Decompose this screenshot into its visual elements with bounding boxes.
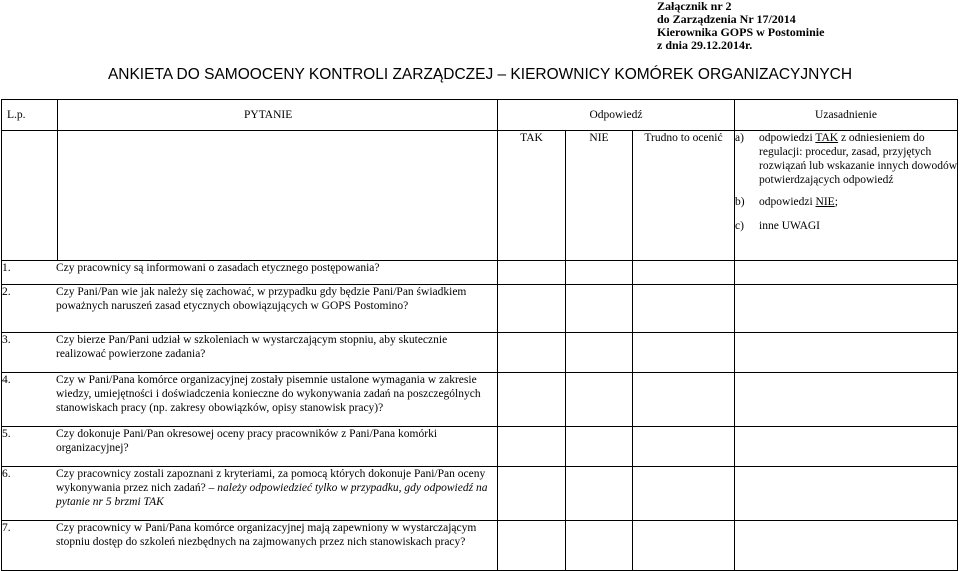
answer-tak-cell[interactable] [498, 261, 566, 285]
question-cell: 5. Czy dokonuje Pani/Pan okresowej oceny pracy pracowników z Pani/Pana komórki organizacyjnej? [2, 427, 498, 467]
justification-item-b: b) odpowiedzi NIE; [735, 196, 838, 208]
answer-trudno-cell[interactable] [633, 467, 735, 521]
header-lp: L.p. [2, 100, 58, 131]
header-answer: Odpowiedź [498, 100, 735, 131]
attachment-line: do Zarządzenia Nr 17/2014 [657, 12, 796, 26]
header-question: PYTANIE [58, 100, 498, 131]
answer-trudno-cell[interactable] [633, 521, 735, 571]
question-cell: 6. Czy pracownicy zostali zapoznani z kryteriami, za pomocą których dokonuje Pani/Pan oceny wykonywania przez nich zadań? – należy odpowiedzieć tylko w przypadku, gdy odpowiedź na pytanie nr 5 brzmi TAK [2, 467, 498, 521]
justification-cell[interactable] [735, 261, 958, 285]
attachment-line: z dnia 29.12.2014r. [657, 38, 753, 52]
question-cell: 4. Czy w Pani/Pana komórce organizacyjnej zostały pisemnie ustalone wymagania w zakresie wiedzy, umiejętności i doświadczenia konieczne do wykonywania zadań na poszczególnych stanowiskach pracy (np. zakresy obowiązków, opisy stanowisk pracy)? [2, 373, 498, 427]
question-cell: 2. Czy Pani/Pan wie jak należy się zachować, w przypadku gdy będzie Pani/Pan świadkiem poważnych naruszeń zasad etycznych obowiązujących w GOPS Postomino? [2, 285, 498, 333]
table-row [2, 373, 958, 427]
question-note: – należy odpowiedzieć tylko w przypadku, gdy odpowiedź na pytanie nr 5 brzmi TAK [56, 482, 488, 508]
table-row [2, 333, 958, 373]
question-cell: 7. Czy pracownicy w Pani/Pana komórce organizacyjnej mają zapewniony w wystarczającym stopniu dostęp do szkoleń niezbędnych na zajmowanych przez nich stanowiskach pracy? [2, 521, 498, 571]
answer-tak-cell[interactable] [498, 333, 566, 373]
table-row [2, 427, 958, 467]
answer-trudno-cell[interactable] [633, 285, 735, 333]
justification-cell[interactable] [735, 521, 958, 571]
justification-item-a: a) odpowiedzi TAK z odniesieniem do regulacji: procedur, zasad, przyjętych rozwiązań lub wskazanie innych dowodów potwierdzających odpowiedź [735, 132, 958, 186]
answer-option-trudno: Trudno to ocenić [633, 131, 735, 261]
answer-nie-cell[interactable] [566, 261, 633, 285]
justification-cell[interactable] [735, 373, 958, 427]
empty-cell [2, 131, 58, 261]
justification-cell[interactable] [735, 285, 958, 333]
table-row [2, 521, 958, 571]
justification-cell[interactable] [735, 467, 958, 521]
attachment-line: Załącznik nr 2 [657, 0, 732, 13]
answer-trudno-cell[interactable] [633, 427, 735, 467]
answer-nie-cell[interactable] [566, 467, 633, 521]
answer-trudno-cell[interactable] [633, 261, 735, 285]
answer-nie-cell[interactable] [566, 285, 633, 333]
answer-nie-cell[interactable] [566, 521, 633, 571]
justification-cell[interactable] [735, 333, 958, 373]
answer-nie-cell[interactable] [566, 333, 633, 373]
answer-tak-cell[interactable] [498, 373, 566, 427]
table-row [2, 467, 958, 521]
empty-cell [58, 131, 498, 261]
justification-cell[interactable] [735, 427, 958, 467]
answer-nie-cell[interactable] [566, 427, 633, 467]
answer-tak-cell[interactable] [498, 285, 566, 333]
answer-option-nie: NIE [566, 131, 633, 261]
question-cell: 3. Czy bierze Pan/Pani udział w szkoleniach w wystarczającym stopniu, aby skutecznie realizować powierzone zadania? [2, 333, 498, 373]
answer-option-tak: TAK [498, 131, 566, 261]
answer-tak-cell[interactable] [498, 467, 566, 521]
table-subheader-row [2, 131, 958, 261]
answer-trudno-cell[interactable] [633, 373, 735, 427]
answer-nie-cell[interactable] [566, 373, 633, 427]
survey-table [1, 99, 958, 571]
justification-instructions [735, 131, 958, 261]
attachment-note [657, 0, 824, 52]
table-row [2, 285, 958, 333]
attachment-line: Kierownika GOPS w Postominie [657, 25, 825, 39]
table-header-row [2, 100, 958, 131]
answer-tak-cell[interactable] [498, 427, 566, 467]
answer-tak-cell[interactable] [498, 521, 566, 571]
header-justification: Uzasadnienie [735, 100, 958, 131]
question-cell: 1. Czy pracownicy są informowani o zasadach etycznego postępowania? [2, 261, 498, 285]
answer-trudno-cell[interactable] [633, 333, 735, 373]
justification-item-c: c) inne UWAGI [735, 220, 821, 232]
table-row [2, 261, 958, 285]
page-title: ANKIETA DO SAMOOCENY KONTROLI ZARZĄDCZEJ – KIEROWNICY KOMÓREK ORGANIZACYJNYCH [107, 66, 853, 83]
